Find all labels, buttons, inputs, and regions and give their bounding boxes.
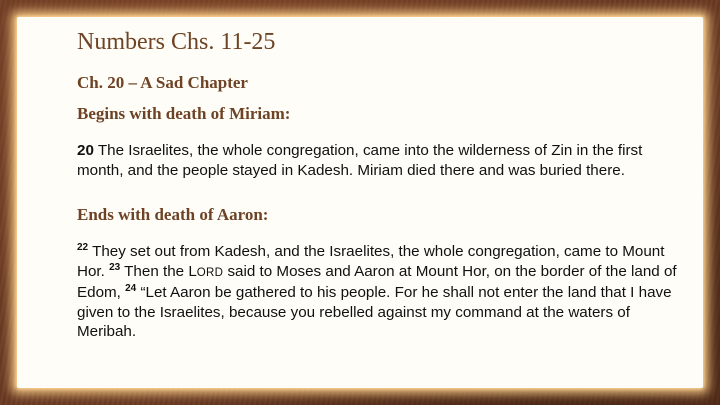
verse-text: “Let Aaron be gathered to his people. For he shall not enter the land that I have given to the Israelites, because you rebelled against my command at the waters of Meribah.	[77, 284, 672, 340]
section-heading-aaron: Ends with death of Aaron:	[77, 205, 269, 224]
verse-number: 20	[77, 142, 94, 159]
verse-text: The Israelites, the whole congregation, came into the wilderness of Zin in the first month, and the people stayed in Kadesh. Miriam died there and was buried there.	[77, 142, 643, 179]
section-heading-miriam: Begins with death of Miriam:	[77, 104, 291, 123]
verse-text: said to Moses and Aaron at Mount Hor, on the border of the land of Edom,	[77, 262, 677, 301]
lord-small-caps: ORD	[196, 266, 224, 279]
chapter-subtitle: Ch. 20 – A Sad Chapter	[77, 73, 248, 92]
verse-number: 24	[125, 282, 137, 294]
passage-aaron	[77, 242, 677, 342]
verse-number: 22	[77, 241, 89, 253]
passage-miriam	[77, 141, 677, 180]
verse-text: Then the L	[120, 262, 197, 280]
slide-canvas	[17, 17, 703, 388]
verse-text: They set out from Kadesh, and the Israelites, the whole congregation, came to Mount Hor.	[77, 243, 665, 280]
verse-number: 23	[109, 261, 121, 273]
slide-title: Numbers Chs. 11-25	[77, 29, 276, 55]
